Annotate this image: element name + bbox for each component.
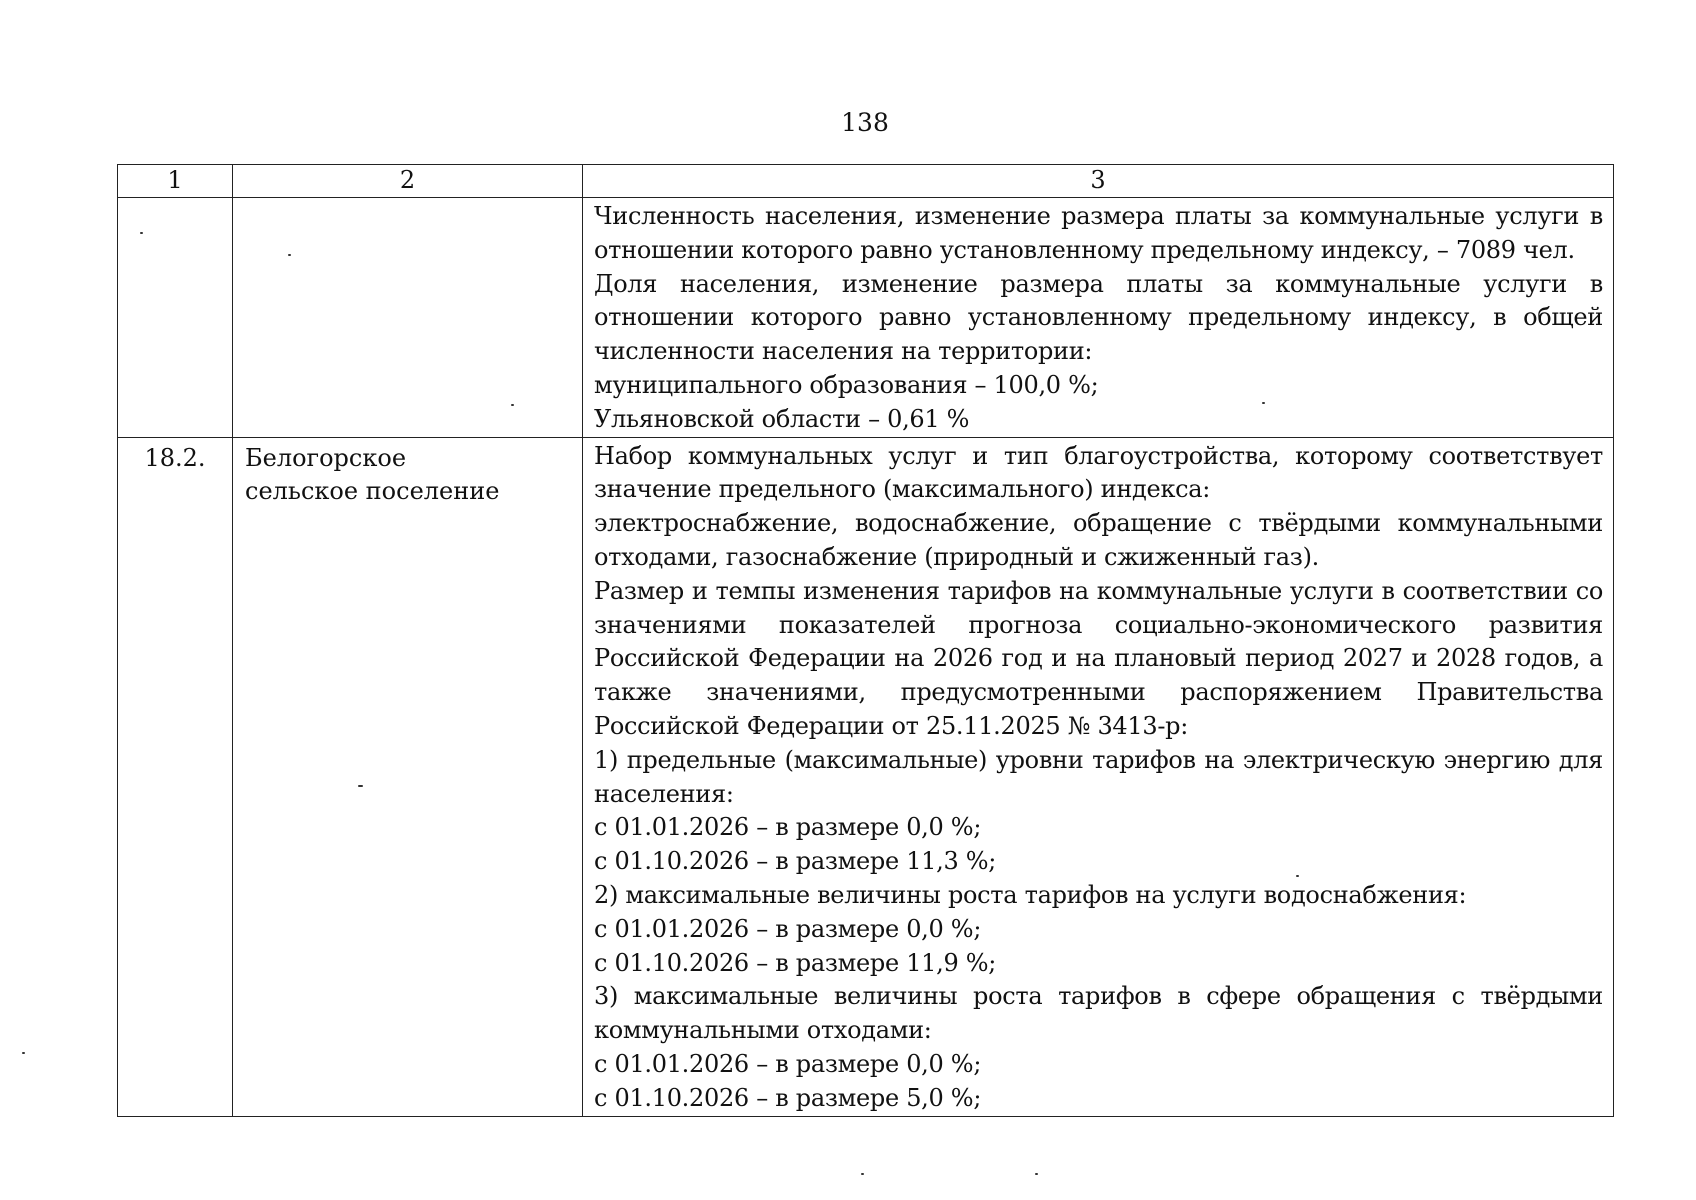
scan-speck — [140, 232, 143, 234]
table-row — [118, 198, 1614, 438]
settlement-name-line: сельское поселение — [245, 476, 500, 505]
column-header-2: 2 — [233, 165, 583, 198]
scan-speck — [358, 785, 363, 787]
scan-speck — [22, 1052, 25, 1054]
row-number-cell: 18.2. — [118, 437, 233, 1116]
table-header-row — [118, 165, 1614, 198]
description-paragraph: 3) максимальные величины роста тарифов в сфере обращения с твёрдыми коммунальными отходами: — [594, 982, 1603, 1045]
description-cell — [583, 437, 1614, 1116]
scan-speck — [1262, 402, 1265, 404]
scan-speck — [511, 404, 514, 406]
settlement-name-cell — [233, 198, 583, 438]
description-paragraph: Размер и темпы изменения тарифов на коммунальные услуги в соответствии со значениями показателей прогноза социально-экономического развития Российской Федерации на 2026 год и на плановый период 2027 и 2028 годов, а также значениями, предусмотренными распоряжением Правительства Российской Федерации от 25.11.2025 № 3413-р: — [594, 576, 1603, 740]
description-paragraph: с 01.10.2026 – в размере 5,0 %; — [594, 1083, 982, 1112]
settlement-name-line: Белогорское — [245, 443, 407, 472]
page-number: 138 — [841, 108, 889, 137]
settlement-name-cell — [233, 437, 583, 1116]
scan-speck — [288, 254, 291, 256]
row-number-cell — [118, 198, 233, 438]
description-cell — [583, 198, 1614, 438]
description-paragraph: Численность населения, изменение размера платы за коммунальные услуги в отношении которого равно установленному предельному индексу, – 7089 чел. — [594, 202, 1603, 264]
description-paragraph: с 01.01.2026 – в размере 0,0 %; — [594, 813, 982, 842]
description-paragraph: с 01.10.2026 – в размере 11,9 %; — [594, 948, 997, 977]
description-paragraph: электроснабжение, водоснабжение, обращение с твёрдыми коммунальными отходами, газоснабжение (природный и сжиженный газ). — [594, 509, 1603, 571]
description-paragraph: Ульяновской области – 0,61 % — [594, 404, 970, 433]
description-paragraph: муниципального образования – 100,0 %; — [594, 370, 1099, 399]
column-header-1: 1 — [118, 165, 233, 198]
description-paragraph: Доля населения, изменение размера платы за коммунальные услуги в отношении которого равно установленному предельному индексу, в общей численности населения на территории: — [594, 269, 1603, 366]
scan-speck — [1296, 875, 1299, 877]
column-header-3: 3 — [583, 165, 1614, 198]
description-paragraph: 2) максимальные величины роста тарифов на услуги водоснабжения: — [594, 880, 1467, 909]
description-paragraph: с 01.01.2026 – в размере 0,0 %; — [594, 914, 982, 943]
scan-speck — [1035, 1173, 1038, 1175]
description-paragraph: Набор коммунальных услуг и тип благоустройства, которому соответствует значение предельного (максимального) индекса: — [594, 441, 1603, 504]
description-paragraph: с 01.01.2026 – в размере 0,0 %; — [594, 1049, 982, 1078]
scan-speck — [861, 1173, 864, 1175]
table-row — [118, 437, 1614, 1116]
description-paragraph: 1) предельные (максимальные) уровни тарифов на электрическую энергию для населения: — [594, 745, 1603, 808]
description-paragraph: с 01.10.2026 – в размере 11,3 %; — [594, 847, 997, 876]
document-table — [117, 164, 1614, 1117]
